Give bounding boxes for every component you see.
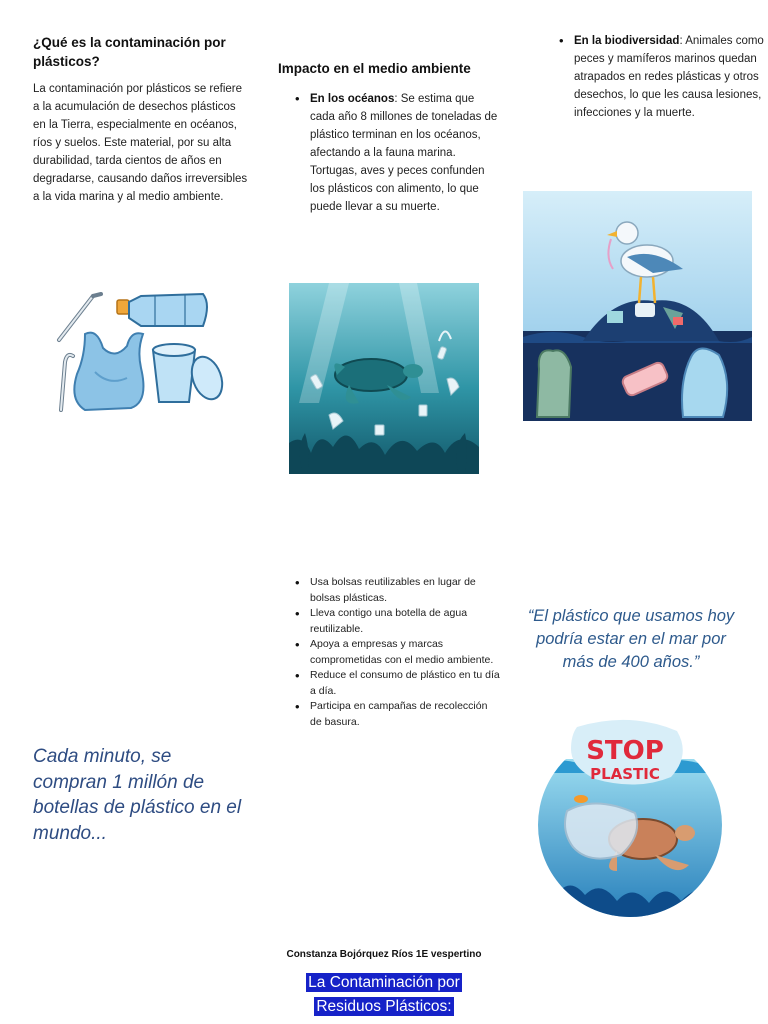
plastic-bag-icon — [74, 333, 143, 410]
cup-icon — [153, 344, 228, 403]
stop-label: STOP — [586, 736, 664, 766]
plastic-label: PLASTIC — [590, 765, 660, 783]
bio-text: : Animales como peces y mamíferos marinos quedan atrapados en redes plásticas y otros desechos, lo que les causa lesiones, infecciones y la muerte. — [574, 35, 764, 119]
what-is-paragraph: La contaminación por plásticos se refiere a la acumulación de desechos plásticos en la Tierra, especialmente en océanos, ríos y suelos. Este material, por su alta durabilidad, tarda cientos de años en degradarse, causando daños irreversibles a la vida marina y al medio ambiente. — [33, 83, 248, 203]
biodiversity-item — [574, 32, 768, 122]
author-credit: Constanza Bojórquez Ríos 1E vespertino — [286, 949, 482, 960]
biodiversity-list — [556, 32, 768, 122]
bottle-icon — [117, 294, 207, 326]
title-line-1: La Contaminación por — [308, 974, 460, 991]
what-is-heading: ¿Qué es la contaminación por plásticos? — [33, 35, 226, 69]
bio-bold: En la biodiversidad — [574, 35, 680, 47]
plastic-items-illustration — [45, 282, 235, 417]
stop-bubble-icon — [571, 720, 683, 785]
oceans-text: : Se estima que cada año 8 millones de toneladas de plástico terminan en los océanos, afectando a la fauna marina. Tortugas, aves y peces confunden los plásticos con alimento, lo que puede llevar a su muerte. — [310, 93, 498, 213]
turtle-ocean-illustration — [289, 283, 479, 474]
stop-plastic-badge — [525, 715, 735, 920]
tip-item: • Reduce el consumo de plástico en tu día a día. — [310, 668, 500, 699]
oceans-item — [310, 90, 500, 216]
impact-heading: Impacto en el medio ambiente — [278, 61, 471, 76]
title-line-2: Residuos Plásticos: — [316, 998, 452, 1015]
tip-item: • Apoya a empresas y marcas comprometidas con el medio ambiente. — [310, 637, 500, 668]
seagull-illustration — [523, 191, 752, 421]
oceans-bold: En los océanos — [310, 93, 395, 105]
fish-icon — [574, 795, 588, 803]
tips-list — [292, 575, 500, 730]
big-statement: Cada minuto, se compran 1 millón de botellas de plástico en el mundo... — [33, 746, 242, 844]
tip-item: • Lleva contigo una botella de agua reutilizable. — [310, 606, 500, 637]
tip-item: • Usa bolsas reutilizables en lugar de bolsas plásticas. — [310, 575, 500, 606]
impact-list — [292, 90, 500, 216]
document-title — [240, 971, 528, 1019]
quote-text: “El plástico que usamos hoy podría estar en el mar por más de 400 años.” — [527, 607, 735, 671]
tip-item: • Participa en campañas de recolección de basura. — [310, 699, 500, 730]
plastic-bag-icon — [565, 803, 637, 858]
